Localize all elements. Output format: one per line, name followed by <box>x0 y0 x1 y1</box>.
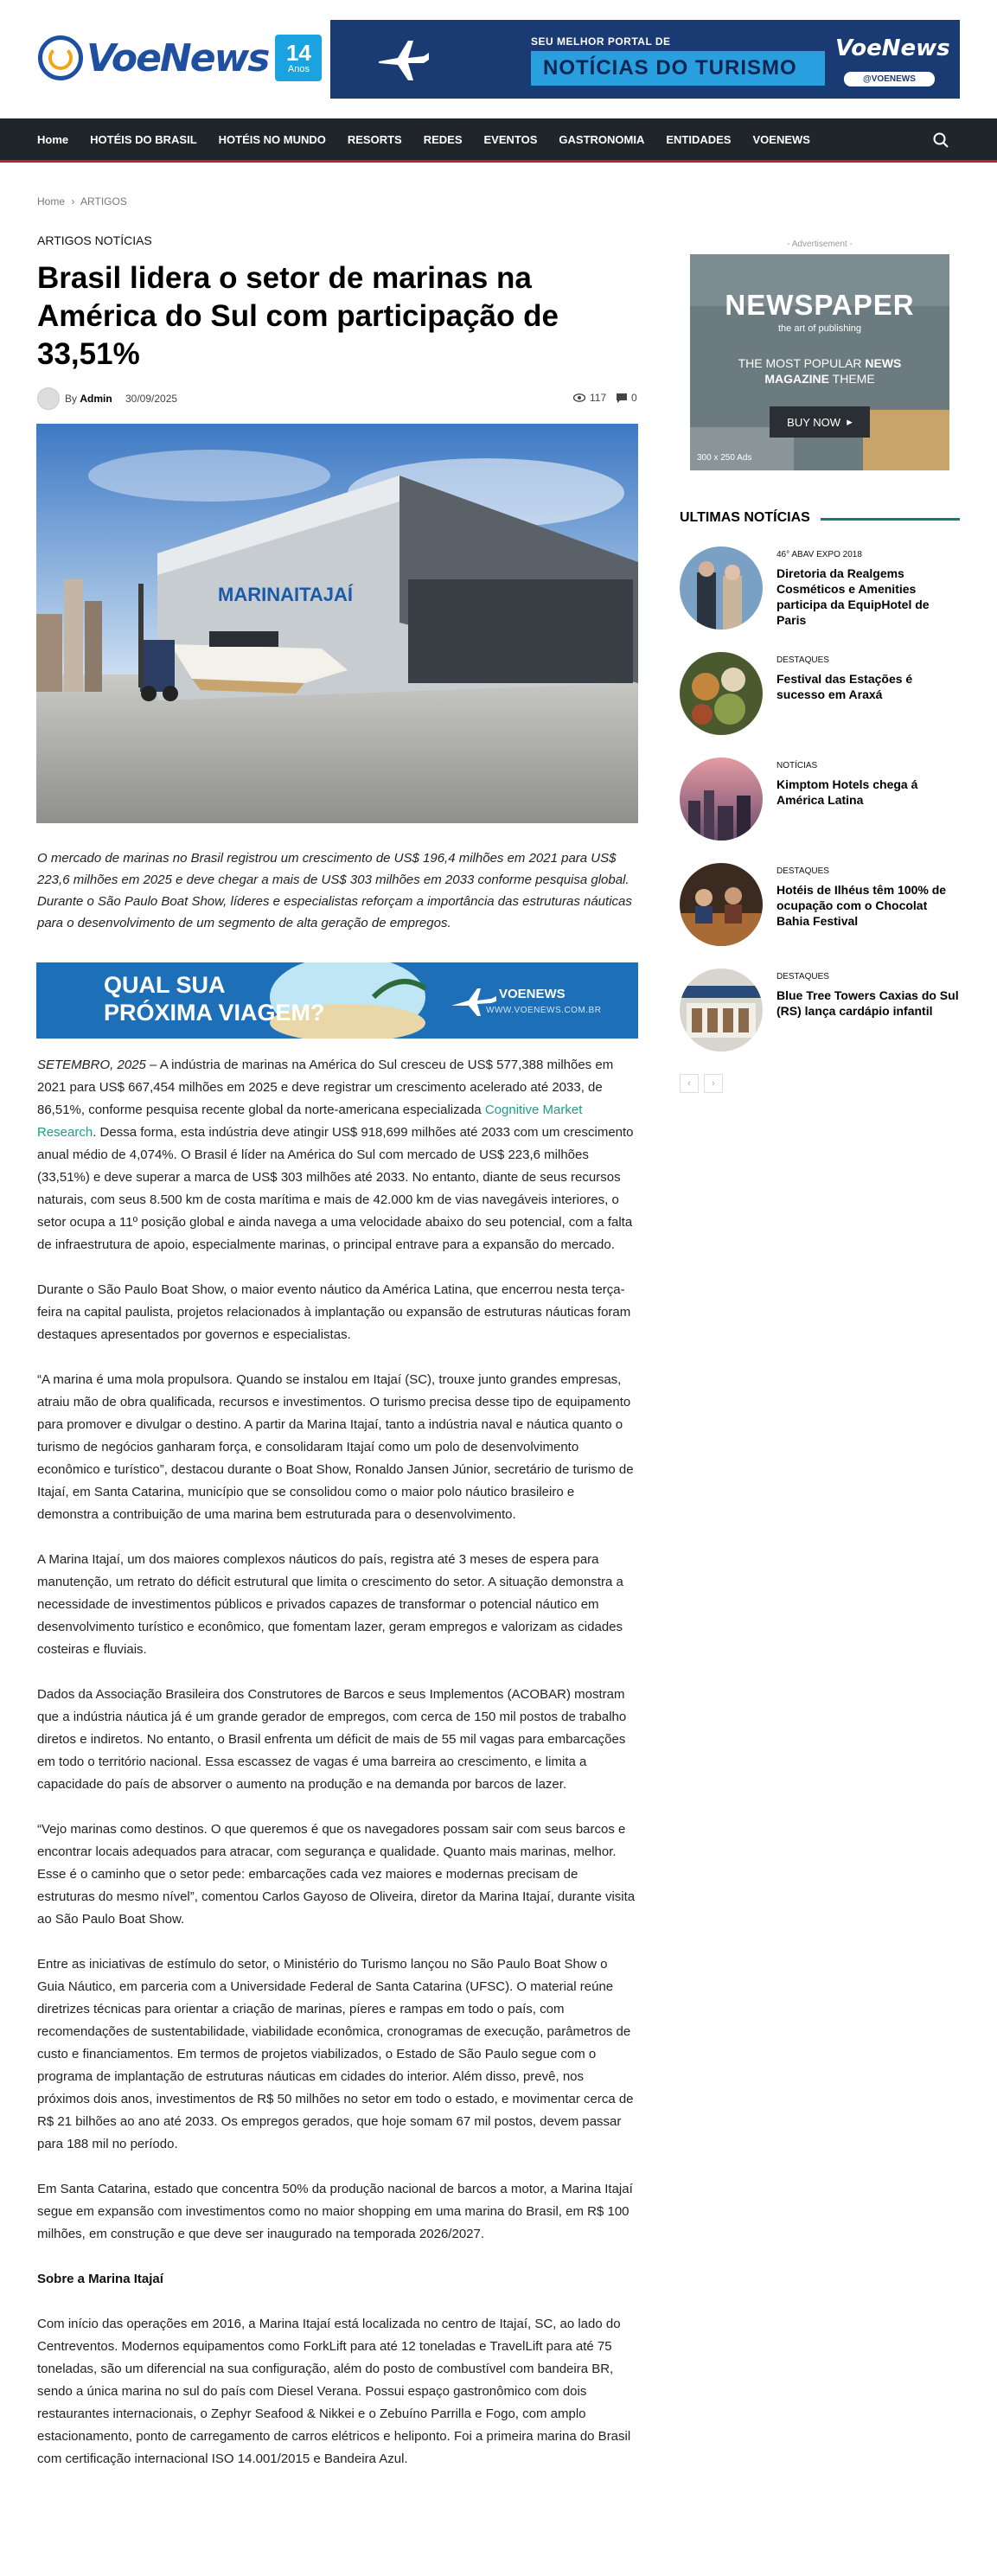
author-byline <box>65 393 112 405</box>
paragraph-1 <box>37 1054 638 1256</box>
pager-prev-button[interactable]: ‹ <box>680 1074 699 1093</box>
ad-line-1a: THE MOST POPULAR <box>738 356 866 370</box>
news-title[interactable]: Diretoria da Realgems Cosméticos e Amenities participa da EquipHotel de Paris <box>777 566 930 627</box>
news-item[interactable] <box>680 652 960 735</box>
banner-title: NOTÍCIAS DO TURISMO <box>531 51 825 86</box>
news-item[interactable] <box>680 863 960 946</box>
paragraph-2: Durante o São Paulo Boat Show, o maior evento náutico da América Latina, que encerrou nesta terça-feira na capital paulista, projetos relacionados à implantação ou expansão de estruturas náuticas foram destaques apresentados por governos e especialistas. <box>37 1282 631 1342</box>
banner-handle: @VOENEWS <box>844 72 935 86</box>
section-heading-about: Sobre a Marina Itajaí <box>37 2272 163 2286</box>
marina-photo <box>36 424 638 823</box>
news-thumbnail[interactable] <box>680 547 763 630</box>
source-link[interactable]: Cognitive Market Research <box>37 1103 583 1140</box>
nav-item-voenews[interactable]: VOENEWS <box>752 132 810 146</box>
dateline: SETEMBRO, 2025 <box>37 1058 146 1072</box>
nav-item-entidades[interactable]: ENTIDADES <box>666 132 732 146</box>
main-nav <box>0 118 997 163</box>
author-name[interactable]: Admin <box>80 393 112 405</box>
nav-item-gastronomia[interactable]: GASTRONOMIA <box>559 132 645 146</box>
nav-item-eventos[interactable]: EVENTOS <box>483 132 538 146</box>
news-category[interactable]: DESTAQUES <box>777 655 829 665</box>
ad-subtitle: the art of publishing <box>777 323 861 334</box>
paragraph-5: Dados da Associação Brasileira dos Construtores de Barcos e seus Implementos (ACOBAR) mostram que a indústria náutica já é um grande gerador de empregos, com cerca de 150 mil postos de trabalho diretos e indiretos. No entanto, o Brasil enfrenta um déficit de mais de 55 mil vagas para embarcações em todo o território nacional. Essa escassez de vagas é uma barreira ao crescimento, e limita a capacidade do país de absorver o aumento na produção e na demanda por barcos de lazer. <box>37 1687 627 1792</box>
news-item[interactable] <box>680 968 960 1051</box>
article-hero-image <box>36 424 638 823</box>
news-thumbnail[interactable] <box>680 652 763 735</box>
ad-line-2 <box>690 372 949 386</box>
banner-pretitle: SEU MELHOR PORTAL DE <box>531 35 671 48</box>
news-category[interactable]: DESTAQUES <box>777 866 829 876</box>
airplane-icon <box>375 35 431 84</box>
article-date: 30/09/2025 <box>125 393 178 405</box>
byline-prefix: By <box>65 393 78 405</box>
badge-number: 14 <box>285 40 311 66</box>
breadcrumb-current[interactable]: ARTIGOS <box>80 195 127 208</box>
paragraph-6: “Vejo marinas como destinos. O que queremos é que os navegadores possam sair com seus barcos e encontrar locais adequados para atracar, com segurança e qualidade. Quanto mais marinas, melhor. Esse é o caminho que o setor pede: embarcações cada vez maiores e modernas precisam de estruturas do mesmo nível”, comentou Carlos Gayoso de Oliveira, diretor da Marina Itajaí, durante visita ao São Paulo Boat Show. <box>37 1822 636 1927</box>
news-thumbnail[interactable] <box>680 757 763 841</box>
nav-item-hoteis-brasil[interactable]: HOTÉIS DO BRASIL <box>90 132 197 146</box>
nav-item-hoteis-mundo[interactable]: HOTÉIS NO MUNDO <box>218 132 326 146</box>
paragraph-1-text-b: . Dessa forma, esta indústria deve atingir US$ 918,699 milhões até 2033 com um crescimento anual médio de 4,074%. O Brasil é líder na América do Sul com mercado de US$ 223,6 milhões (33,51%) e deve superar a marca de US$ 303 milhões até 2033. No entanto, diante de seus recursos naturais, com seus 8.500 km de costa marítima e mais de 42.000 km de vias navegáveis interiores, o setor ocupa a 11º posição global e ainda navega a uma velocidade abaixo do seu potencial, com a falta de infraestrutura de apoio, especialmente marinas, o principal entrave para a expansão do mercado. <box>37 1125 634 1252</box>
news-thumbnail[interactable] <box>680 968 763 1051</box>
header-banner-ad[interactable] <box>330 20 960 99</box>
site-header <box>0 0 997 118</box>
paragraph-4: A Marina Itajaí, um dos maiores complexos náuticos do país, registra até 3 meses de espera para manutenção, um retrato do déficit estrutural que limita o crescimento do setor. A situação demonstra a necessidade de investimentos públicos e privados capazes de transformar o potencial náutico em desenvolvimento turístico e econômico, que fomentam lazer, geram empregos e valorizam as cidades costeiras e fluviais. <box>37 1552 623 1657</box>
ad-line-2b: THEME <box>829 372 875 386</box>
banner-site-name: VOENEWS <box>499 987 566 1001</box>
news-title[interactable]: Festival das Estações é sucesso em Araxá <box>777 672 913 701</box>
article-category[interactable]: ARTIGOS NOTÍCIAS <box>37 233 152 247</box>
ad-buy-arrow-icon: ▸ <box>847 415 853 428</box>
paragraph-3: “A marina é uma mola propulsora. Quando se instalou em Itajaí (SC), trouxe junto grandes empresas, atraiu mão de obra qualificada, recursos e investimentos. O turismo precisa desse tipo de equipamento para promover e divulgar o destino. A partir da Marina Itajaí, tanto a indústria naval e náutica quanto o turismo de negócios ganharam força, e consolidaram Itajaí como um polo de desenvolvimento econômico e turístico”, destacou durante o Boat Show, Ronaldo Jansen Júnior, secretário de turismo de Itajaí, em Santa Catarina, município que se consolidou como o maior polo náutico brasileiro e demonstra a contribuição de uma marina bem estruturada para o desenvolvimento. <box>37 1372 634 1522</box>
sidebar-heading <box>680 508 960 529</box>
search-icon[interactable] <box>932 131 949 149</box>
banner-question-line1: QUAL SUA <box>104 972 226 998</box>
breadcrumb-home[interactable]: Home <box>37 195 66 208</box>
inline-banner-ad[interactable] <box>36 962 638 1039</box>
page-title: Brasil lidera o setor de marinas na América do Sul com participação de 33,51% <box>37 261 559 371</box>
logo-anniversary-badge <box>275 35 322 81</box>
article-body <box>37 1054 638 2493</box>
paragraph-8: Em Santa Catarina, estado que concentra 50% da produção nacional de barcos a motor, a Marina Itajaí segue em expansão com investimentos como no maior shopping em uma marina do Brasil, em R$ 100 milhões, em construção e que deve ser inaugurado na temporada 2026/2027. <box>37 2182 633 2241</box>
article-meta <box>37 387 638 410</box>
news-title[interactable]: Hotéis de Ilhéus têm 100% de ocupação com o Chocolat Bahia Festival <box>777 883 947 928</box>
author-avatar[interactable] <box>37 387 60 410</box>
badge-label: Anos <box>287 64 310 74</box>
paragraph-7: Entre as iniciativas de estímulo do setor, o Ministério do Turismo lançou no São Paulo Boat Show o Guia Náutico, em parceria com a Universidade Federal de Santa Catarina (UFSC). O material reúne diretrizes técnicas para orientar a criação de marinas, píeres e rampas em todo o país, com recomendações de sustentabilidade, viabilidade econômica, cronogramas de execução, parâmetros de custo e financiamentos. Em termos de projetos viabilizados, o Estado de São Paulo segue com o programa de implantação de estruturas náuticas em cidades do interior. Além disso, prevê, nos próximos dois anos, investimentos de R$ 50 milhões no setor em todo o estado, e movimentar cerca de R$ 21 bilhões ao ano até 2033. Os empregos gerados, que hoje somam 67 mil postos, devem passar para 188 mil no período. <box>37 1957 634 2151</box>
breadcrumb-separator: › <box>71 195 75 208</box>
paragraph-1-text-a: – A indústria de marinas na América do Sul cresceu de US$ 577,388 milhões em 2021 para US$ 667,454 milhões em 2025 e deve registrar um crescimento acelerado até 2033, de 86,51%, conforme pesquisa recente global da norte-americana especializada <box>37 1058 614 1117</box>
eye-icon <box>573 393 585 402</box>
ad-line-2a: MAGAZINE <box>764 372 830 386</box>
news-title[interactable]: Kimptom Hotels chega á América Latina <box>777 777 918 807</box>
banner-brand: VoeNews <box>835 35 950 61</box>
nav-item-resorts[interactable]: RESORTS <box>347 132 402 146</box>
banner-question <box>104 971 325 1026</box>
news-title[interactable]: Blue Tree Towers Caxias do Sul (RS) lança cardápio infantil <box>777 988 959 1018</box>
sidebar-pager <box>680 1074 728 1093</box>
article-lead: O mercado de marinas no Brasil registrou um crescimento de US$ 196,4 milhões em 2021 para US$ 223,6 milhões em 2025 e deve chegar a mais de US$ 303 milhões em 2033 conforme pesquisa global. Durante o São Paulo Boat Show, líderes e especialistas reforçam a importância das estruturas náuticas para o desenvolvimento de um segmento de alta geração de empregos. <box>37 851 632 930</box>
ad-line-1 <box>690 356 949 370</box>
comments-count[interactable] <box>617 392 637 404</box>
logo-text: VoeNews <box>86 35 269 80</box>
news-category[interactable]: DESTAQUES <box>777 972 829 981</box>
comments-value: 0 <box>631 392 637 404</box>
sidebar-heading-text: ULTIMAS NOTÍCIAS <box>680 510 821 526</box>
news-item[interactable] <box>680 757 960 841</box>
ad-label: - Advertisement - <box>787 240 853 249</box>
sidebar-ad[interactable] <box>690 254 949 470</box>
news-category[interactable]: 46° ABAV EXPO 2018 <box>777 550 862 559</box>
views-count <box>573 392 606 404</box>
comment-icon <box>617 393 627 403</box>
nav-item-home[interactable]: Home <box>37 132 69 146</box>
breadcrumb <box>37 195 127 208</box>
news-category[interactable]: NOTÍCIAS <box>777 761 818 770</box>
site-logo[interactable] <box>38 33 322 83</box>
news-thumbnail[interactable] <box>680 863 763 946</box>
banner-site-url: WWW.VOENEWS.COM.BR <box>486 1006 602 1015</box>
ad-line-1b: NEWS <box>865 356 902 370</box>
views-value: 117 <box>590 392 607 404</box>
banner-question-line2: PRÓXIMA VIAGEM? <box>104 1000 325 1026</box>
paragraph-9: Com início das operações em 2016, a Marina Itajaí está localizada no centro de Itajaí, SC, ao lado do Centreventos. Modernos equipamentos como ForkLift para até 12 toneladas e TravelLift para até 75 toneladas, são um diferencial na sua configuração, além do posto de combustível com bandeira BR, sendo a única marina no sul do país com Diesel Verana. Possui espaço gastronômico com dois restaurantes internacionais, o Zephyr Seafood & Nikkei e o Zebuíno Parrilla e Fogo, com amplo estacionamento, ponto de carregamento de carros elétricos e heliponto. Foi a primeira marina do Brasil com certificação internacional ISO 14.001/2015 e Bandeira Azul. <box>37 2317 631 2466</box>
nav-item-redes[interactable]: REDES <box>423 132 463 146</box>
ad-size-label: 300 x 250 Ads <box>697 453 752 463</box>
news-item[interactable] <box>680 547 960 630</box>
ad-buy-button[interactable] <box>770 406 870 438</box>
ad-title: NEWSPAPER <box>725 289 915 321</box>
hero-sign: MARINAITAJAÍ <box>218 584 354 605</box>
pager-next-button[interactable]: › <box>704 1074 723 1093</box>
logo-mark-icon <box>38 35 83 80</box>
ad-buy-label: BUY NOW <box>787 415 841 429</box>
